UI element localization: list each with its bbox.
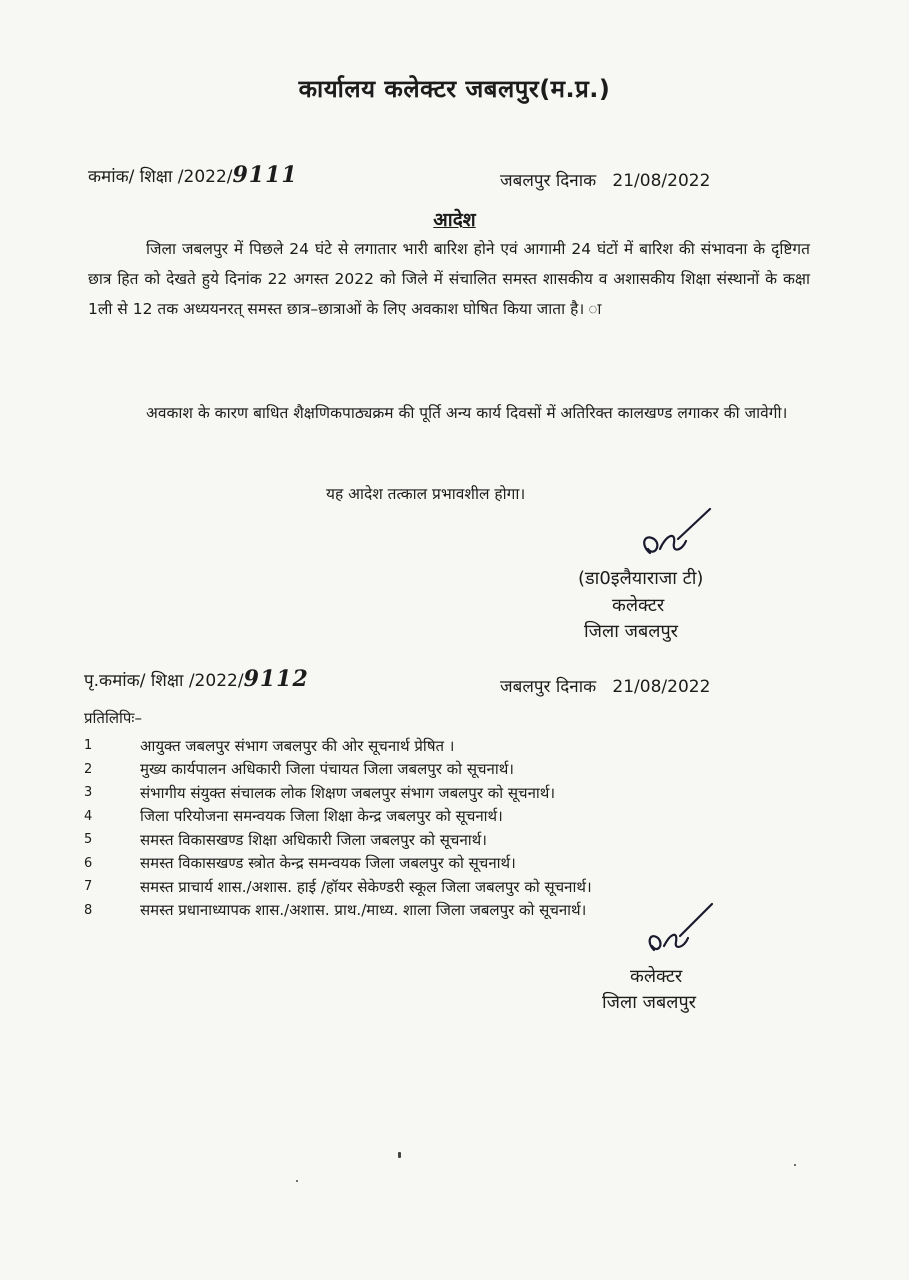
order-ref-prefix: कमांक/ शिक्षा /2022/ bbox=[88, 167, 233, 187]
list-item-number: 6 bbox=[84, 855, 93, 871]
copy-date-value: 21/08/2022 bbox=[612, 677, 711, 697]
list-item-text: समस्त प्राचार्य शास./अशास. हाई /हॉयर सेकेण्डरी स्कूल जिला जबलपुर को सूचनार्थ। bbox=[140, 877, 592, 896]
order-place-date-label: जबलपुर दिनाक bbox=[500, 171, 597, 191]
signatory-name: (डा0इलैयाराजा टी) bbox=[578, 568, 704, 589]
list-item-number: 8 bbox=[84, 902, 93, 918]
copy-signatory-designation: कलेक्टर bbox=[630, 966, 683, 987]
list-item-number: 5 bbox=[84, 832, 93, 848]
order-paragraph-2: अवकाश के कारण बाधित शैक्षणिकपाठ्यक्रम की पूर्ति अन्य कार्य दिवसों में अतिरिक्त कालखण्ड लगाकर की जावेगी। bbox=[146, 404, 788, 422]
list-item-text: जिला परियोजना समन्वयक जिला शिक्षा केन्द्र जबलपुर को सूचनार्थ। bbox=[140, 807, 503, 826]
list-item bbox=[84, 852, 764, 876]
list-item bbox=[84, 875, 764, 899]
list-item-text: मुख्य कार्यपालन अधिकारी जिला पंचायत जिला जबलपुर को सूचनार्थ। bbox=[140, 760, 514, 779]
copy-ref-prefix: पृ.कमांक/ शिक्षा /2022/ bbox=[84, 671, 244, 691]
effective-note: यह आदेश तत्काल प्रभावशील होगा। bbox=[326, 485, 526, 503]
copy-date bbox=[500, 674, 710, 697]
order-heading: आदेश bbox=[433, 209, 476, 231]
list-item-number: 1 bbox=[84, 738, 93, 754]
order-ref-number bbox=[88, 162, 298, 188]
collector-signature-2 bbox=[640, 900, 720, 960]
list-item-number: 2 bbox=[84, 761, 93, 777]
list-item-number: 3 bbox=[84, 785, 93, 801]
order-paragraph-1: जिला जबलपुर में पिछले 24 घंटे से लगातार भारी बारिश होने एवं आगामी 24 घंटों में बारिश की संभावना के दृष्टिगत छात्र हित को देखते हुये दिनांक 22 अगस्त 2022 को जिले में संचालित समस्त शासकीय व अशासकीय शिक्षा संस्थानों के कक्षा 1ली से 12 तक अध्ययनरत् समस्त छात्र–छात्राओं के लिए अवकाश घोषित किया जाता है। ा bbox=[88, 240, 810, 318]
list-item-text: आयुक्त जबलपुर संभाग जबलपुर की ओर सूचनार्थ प्रेषित । bbox=[140, 736, 455, 755]
copy-ref-handwritten-number: 9112 bbox=[243, 666, 309, 692]
collector-signature-1 bbox=[630, 505, 720, 567]
copy-place-date-label: जबलपुर दिनाक bbox=[500, 677, 597, 697]
list-item bbox=[84, 734, 764, 758]
list-item bbox=[84, 805, 764, 829]
copy-signatory-district: जिला जबलपुर bbox=[602, 992, 697, 1013]
list-item-text: समस्त विकासखण्ड शिक्षा अधिकारी जिला जबलपुर को सूचनार्थ। bbox=[140, 830, 487, 849]
order-date-value: 21/08/2022 bbox=[612, 171, 711, 191]
office-title: कार्यालय कलेक्टर जबलपुर(म.प्र.) bbox=[298, 75, 611, 103]
signatory-designation: कलेक्टर bbox=[612, 595, 665, 616]
copy-ref-number bbox=[84, 666, 309, 692]
list-item bbox=[84, 828, 764, 852]
signatory-district: जिला जबलपुर bbox=[584, 621, 679, 642]
list-item bbox=[84, 781, 764, 805]
order-date bbox=[500, 168, 710, 191]
copy-list bbox=[84, 734, 764, 922]
order-ref-handwritten-number: 9111 bbox=[232, 162, 298, 188]
list-item-number: 7 bbox=[84, 879, 93, 895]
list-item-text: समस्त प्रधानाध्यापक शास./अशास. प्राथ./माध्य. शाला जिला जबलपुर को सूचनार्थ। bbox=[140, 901, 587, 920]
list-item-number: 4 bbox=[84, 808, 93, 824]
copy-list-label: प्रतिलिपिः– bbox=[84, 709, 142, 727]
list-item-text: समस्त विकासखण्ड स्त्रोत केन्द्र समन्वयक जिला जबलपुर को सूचनार्थ। bbox=[140, 854, 516, 873]
list-item bbox=[84, 758, 764, 782]
list-item-text: संभागीय संयुक्त संचालक लोक शिक्षण जबलपुर संभाग जबलपुर को सूचनार्थ। bbox=[140, 783, 556, 802]
